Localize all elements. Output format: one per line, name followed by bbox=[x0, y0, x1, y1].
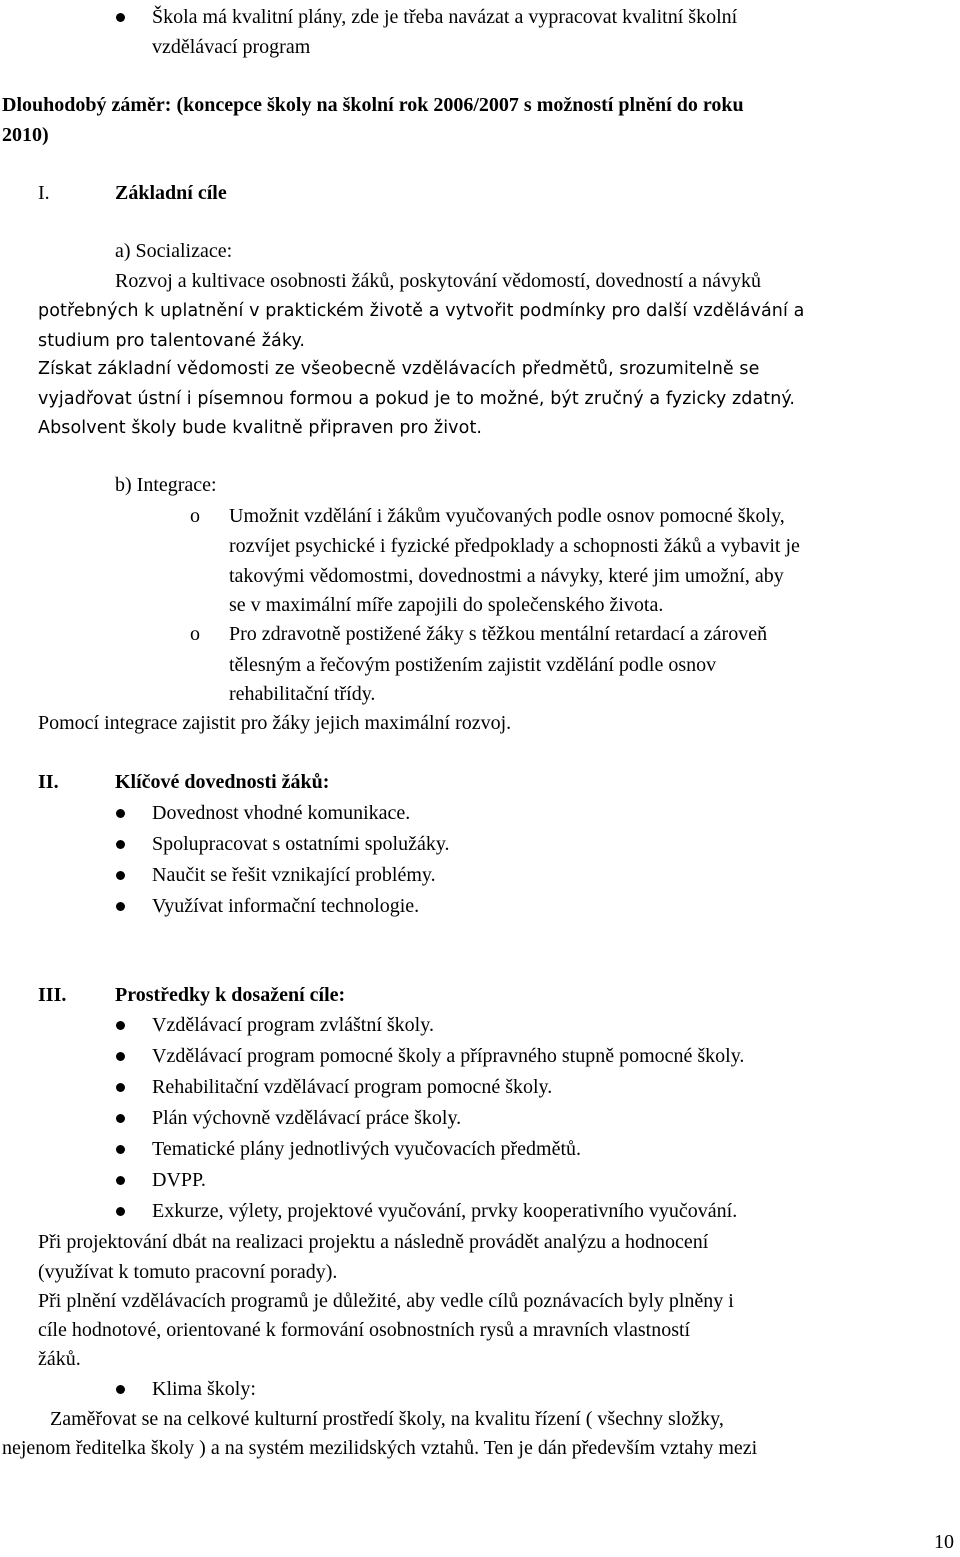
socializace-label: a) Socializace: bbox=[115, 240, 233, 262]
list-item: Vzdělávací program zvláštní školy. bbox=[152, 1014, 434, 1036]
list-marker: o bbox=[190, 623, 200, 645]
bullet-icon bbox=[116, 1083, 125, 1092]
section-number: I. bbox=[38, 182, 50, 204]
paragraph-line: potřebných k uplatnění v praktickém životě a vytvořit podmínky pro další vzdělávání a bbox=[38, 301, 805, 321]
section-number: III. bbox=[38, 984, 67, 1006]
bullet-icon bbox=[116, 1114, 125, 1123]
list-item: Plán výchovně vzdělávací práce školy. bbox=[152, 1107, 462, 1129]
bullet-icon bbox=[116, 1052, 125, 1061]
list-item-line: Pro zdravotně postižené žáky s těžkou mentální retardací a zároveň bbox=[229, 623, 768, 645]
intro-bullet-line: vzdělávací program bbox=[152, 36, 311, 58]
section-title: Prostředky k dosažení cíle: bbox=[115, 984, 346, 1006]
list-item-line: tělesným a řečovým postižením zajistit vzdělání podle osnov bbox=[229, 654, 717, 676]
bullet-icon bbox=[116, 871, 125, 880]
section-title: Klíčové dovednosti žáků: bbox=[115, 771, 330, 793]
list-item-line: Umožnit vzdělání i žákům vyučovaných podle osnov pomocné školy, bbox=[229, 505, 785, 527]
long-term-goal-heading: Dlouhodobý záměr: (koncepce školy na školní rok 2006/2007 s možností plnění do roku bbox=[2, 94, 744, 116]
paragraph-line: Absolvent školy bude kvalitně připraven pro život. bbox=[38, 418, 483, 438]
list-item: Vzdělávací program pomocné školy a přípravného stupně pomocné školy. bbox=[152, 1045, 745, 1067]
paragraph-line: Rozvoj a kultivace osobnosti žáků, poskytování vědomostí, dovedností a návyků bbox=[115, 270, 762, 292]
section-number: II. bbox=[38, 771, 59, 793]
long-term-goal-heading: 2010) bbox=[2, 124, 49, 146]
page-number: 10 bbox=[934, 1531, 954, 1553]
integrace-closing: Pomocí integrace zajistit pro žáky jejich maximální rozvoj. bbox=[38, 712, 512, 734]
list-item-line: rehabilitační třídy. bbox=[229, 683, 376, 705]
bullet-icon bbox=[116, 902, 125, 911]
paragraph-line: (využívat k tomuto pracovní porady). bbox=[38, 1261, 338, 1283]
bullet-icon bbox=[116, 1176, 125, 1185]
bullet-icon bbox=[116, 1385, 125, 1394]
section-title: Základní cíle bbox=[115, 182, 227, 204]
bullet-icon bbox=[116, 13, 125, 22]
list-item: Dovednost vhodné komunikace. bbox=[152, 802, 411, 824]
paragraph-line: žáků. bbox=[38, 1348, 81, 1370]
integrace-label: b) Integrace: bbox=[115, 474, 217, 496]
list-item: Rehabilitační vzdělávací program pomocné školy. bbox=[152, 1076, 553, 1098]
list-marker: o bbox=[190, 505, 200, 527]
paragraph-line: Zaměřovat se na celkové kulturní prostředí školy, na kvalitu řízení ( všechny složky, bbox=[50, 1408, 724, 1430]
bullet-icon bbox=[116, 1145, 125, 1154]
list-item: Spolupracovat s ostatními spolužáky. bbox=[152, 833, 450, 855]
list-item: DVPP. bbox=[152, 1169, 206, 1191]
paragraph-line: cíle hodnotové, orientované k formování osobnostních rysů a mravních vlastností bbox=[38, 1319, 691, 1341]
bullet-icon bbox=[116, 1021, 125, 1030]
bullet-icon bbox=[116, 840, 125, 849]
paragraph-line: vyjadřovat ústní i písemnou formou a pokud je to možné, být zručný a fyzicky zdatný. bbox=[38, 389, 796, 409]
bullet-icon bbox=[116, 809, 125, 818]
paragraph-line: Při projektování dbát na realizaci projektu a následně provádět analýzu a hodnocení bbox=[38, 1231, 709, 1253]
list-item-line: se v maximální míře zapojili do společenského života. bbox=[229, 594, 664, 616]
list-item: Exkurze, výlety, projektové vyučování, prvky kooperativního vyučování. bbox=[152, 1200, 738, 1222]
list-item-line: takovými vědomostmi, dovednostmi a návyky, které jim umožní, aby bbox=[229, 565, 784, 587]
bullet-icon bbox=[116, 1207, 125, 1216]
klima-label: Klima školy: bbox=[152, 1378, 256, 1400]
paragraph-line: Získat základní vědomosti ze všeobecně vzdělávacích předmětů, srozumitelně se bbox=[38, 359, 760, 379]
paragraph-line: Při plnění vzdělávacích programů je důležité, aby vedle cílů poznávacích byly plněny i bbox=[38, 1290, 734, 1312]
paragraph-line: studium pro talentované žáky. bbox=[38, 331, 306, 351]
list-item-line: rozvíjet psychické i fyzické předpoklady a schopnosti žáků a vybavit je bbox=[229, 535, 800, 557]
paragraph-line: nejenom ředitelka školy ) a na systém mezilidských vztahů. Ten je dán především vztahy mezi bbox=[2, 1437, 758, 1459]
intro-bullet-line: Škola má kvalitní plány, zde je třeba navázat a vypracovat kvalitní školní bbox=[152, 6, 738, 28]
list-item: Naučit se řešit vznikající problémy. bbox=[152, 864, 436, 886]
list-item: Tematické plány jednotlivých vyučovacích předmětů. bbox=[152, 1138, 582, 1160]
list-item: Využívat informační technologie. bbox=[152, 895, 420, 917]
